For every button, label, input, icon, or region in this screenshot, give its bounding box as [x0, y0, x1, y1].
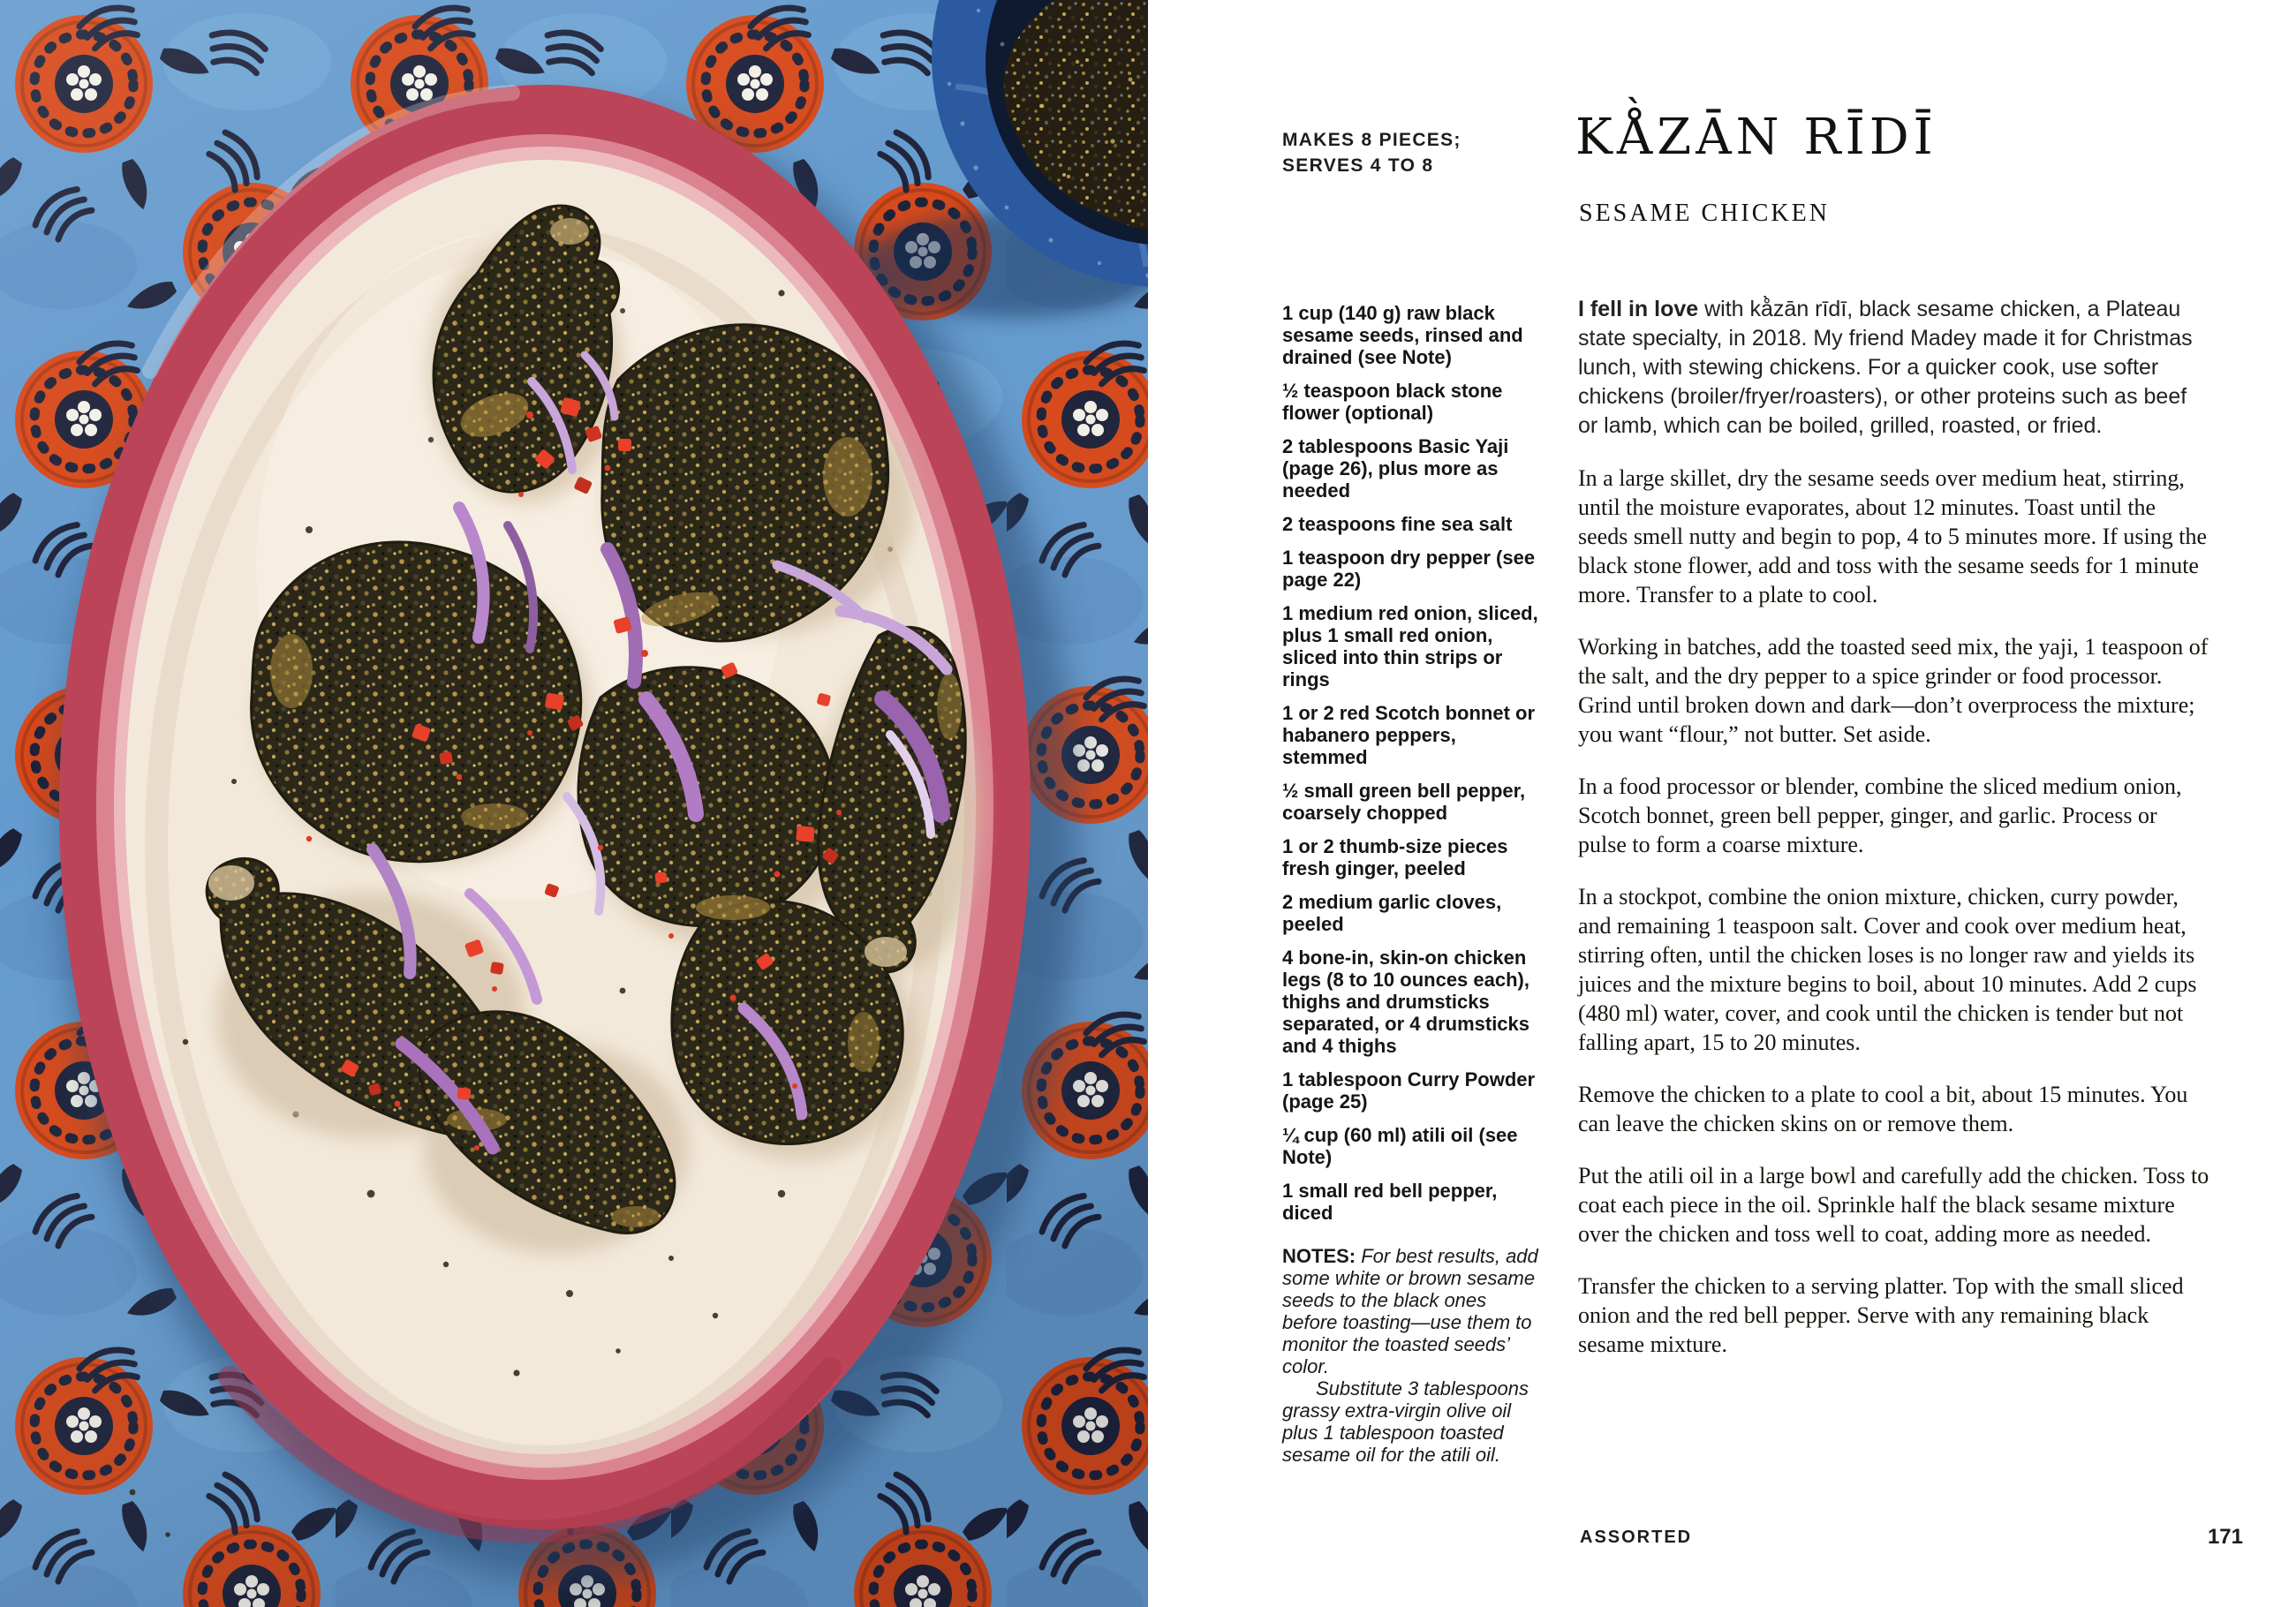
ingredient-item: ½ small green bell pepper, coarsely chopped [1282, 780, 1526, 824]
notes-text: For best results, add some white or brown sesame seeds to the black ones before toasting—use them to monitor the toasted seeds’ color. [1282, 1245, 1538, 1377]
step-paragraph: In a large skillet, dry the sesame seeds over medium heat, stirring, until the moisture evaporates, about 12 minutes. Toast until the seeds smell nutty and begin to pop, 4 to 5 minutes more. If using the black stone flower, add and toss with the sesame seeds for 1 minute more. Transfer to a plate to cool. [1578, 465, 2208, 607]
ingredient-list [1282, 302, 1543, 1466]
intro-lead-in: I fell in love [1578, 297, 1699, 321]
ingredient-item: 1 medium red onion, sliced, plus 1 small red onion, sliced into thin strips or rings [1282, 602, 1538, 690]
yield-line-2: SERVES 4 TO 8 [1282, 155, 1434, 176]
ingredient-item: 2 teaspoons fine sea salt [1282, 513, 1513, 535]
ingredient-item: 2 tablespoons Basic Yaji (page 26), plus more as needed [1282, 435, 1509, 502]
yield-note [1282, 127, 1461, 178]
ingredient-item: 1 small red bell pepper, diced [1282, 1180, 1498, 1224]
recipe-notes [1282, 1245, 1543, 1466]
step-paragraph: In a stockpot, combine the onion mixture, chicken, curry powder, and remaining 1 teaspoon salt. Cover and cook over medium heat, stirring often, until the chicken loses is no longer raw and yields its juices and the mixture begins to boil, about 10 minutes. Add 2 cups (480 ml) water, cover, and cook until the chicken is tender but not falling apart, 15 to 20 minutes. [1578, 884, 2197, 1055]
step-paragraph: Put the atili oil in a large bowl and carefully add the chicken. Toss to coat each piece in the oil. Sprinkle half the black sesame mixture over the chicken and toss well to coat, adding more as needed. [1578, 1163, 2209, 1247]
notes-label: NOTES: [1282, 1245, 1356, 1267]
recipe-subtitle: SESAME CHICKEN [1579, 200, 1830, 227]
notes-paragraph [1282, 1245, 1543, 1377]
ingredient-item: 4 bone-in, skin-on chicken legs (8 to 10 ounces each), thighs and drumsticks separated, or 4 drumsticks and 4 thighs [1282, 947, 1530, 1057]
page-number: 171 [2207, 1525, 2243, 1549]
recipe-title: KÅ̀ZĀN RĪDĪ [1575, 109, 1937, 166]
ingredient-item: 1 teaspoon dry pepper (see page 22) [1282, 547, 1536, 591]
notes-paragraph: Substitute 3 tablespoons grassy extra-virgin olive oil plus 1 tablespoon toasted sesame oil for the atili oil. [1282, 1377, 1529, 1466]
ingredient-item: 1 or 2 thumb-size pieces fresh ginger, peeled [1282, 835, 1508, 879]
step-paragraph: In a food processor or blender, combine the sliced medium onion, Scotch bonnet, green bell pepper, ginger, and garlic. Process or pulse to form a coarse mixture. [1578, 773, 2182, 857]
ingredient-item: 1 or 2 red Scotch bonnet or habanero peppers, stemmed [1282, 702, 1536, 768]
ingredient-item: 1 cup (140 g) raw black sesame seeds, rinsed and drained (see Note) [1282, 302, 1523, 368]
step-paragraph: Remove the chicken to a plate to cool a bit, about 15 minutes. You can leave the chicken skins on or remove them. [1578, 1082, 2188, 1136]
step-paragraph: Transfer the chicken to a serving platter. Top with the small sliced onion and the red bell pepper. Serve with any remaining black sesame mixture. [1578, 1273, 2184, 1357]
ingredient-item: ½ teaspoon black stone flower (optional) [1282, 380, 1503, 424]
ingredient-item: 2 medium garlic cloves, peeled [1282, 891, 1502, 935]
ingredient-item: 1 tablespoon Curry Powder (page 25) [1282, 1068, 1536, 1113]
ingredient-item: ¼ cup (60 ml) atili oil (see Note) [1282, 1124, 1518, 1168]
step-paragraph: Working in batches, add the toasted seed mix, the yaji, 1 teaspoon of the salt, and the dry pepper to a spice grinder or food processor. Grind until broken down and dark—don’t overprocess the mixture; you want “flour,” not butter. Set aside. [1578, 634, 2209, 747]
recipe-body [1578, 295, 2210, 1382]
intro-paragraph [1578, 295, 2210, 441]
intro-text: with kå̀zān rīdī, black sesame chicken, a Plateau state specialty, in 2018. My friend Madey made it for Christmas lunch, with stewing chickens. For a quicker cook, use softer chickens (broiler/fryer/roasters), or other proteins such as beef or lamb, which can be boiled, grilled, roasted, or fried. [1578, 297, 2193, 438]
yield-line-1: MAKES 8 PIECES; [1282, 130, 1461, 150]
chapter-footer: ASSORTED [1580, 1528, 1693, 1547]
